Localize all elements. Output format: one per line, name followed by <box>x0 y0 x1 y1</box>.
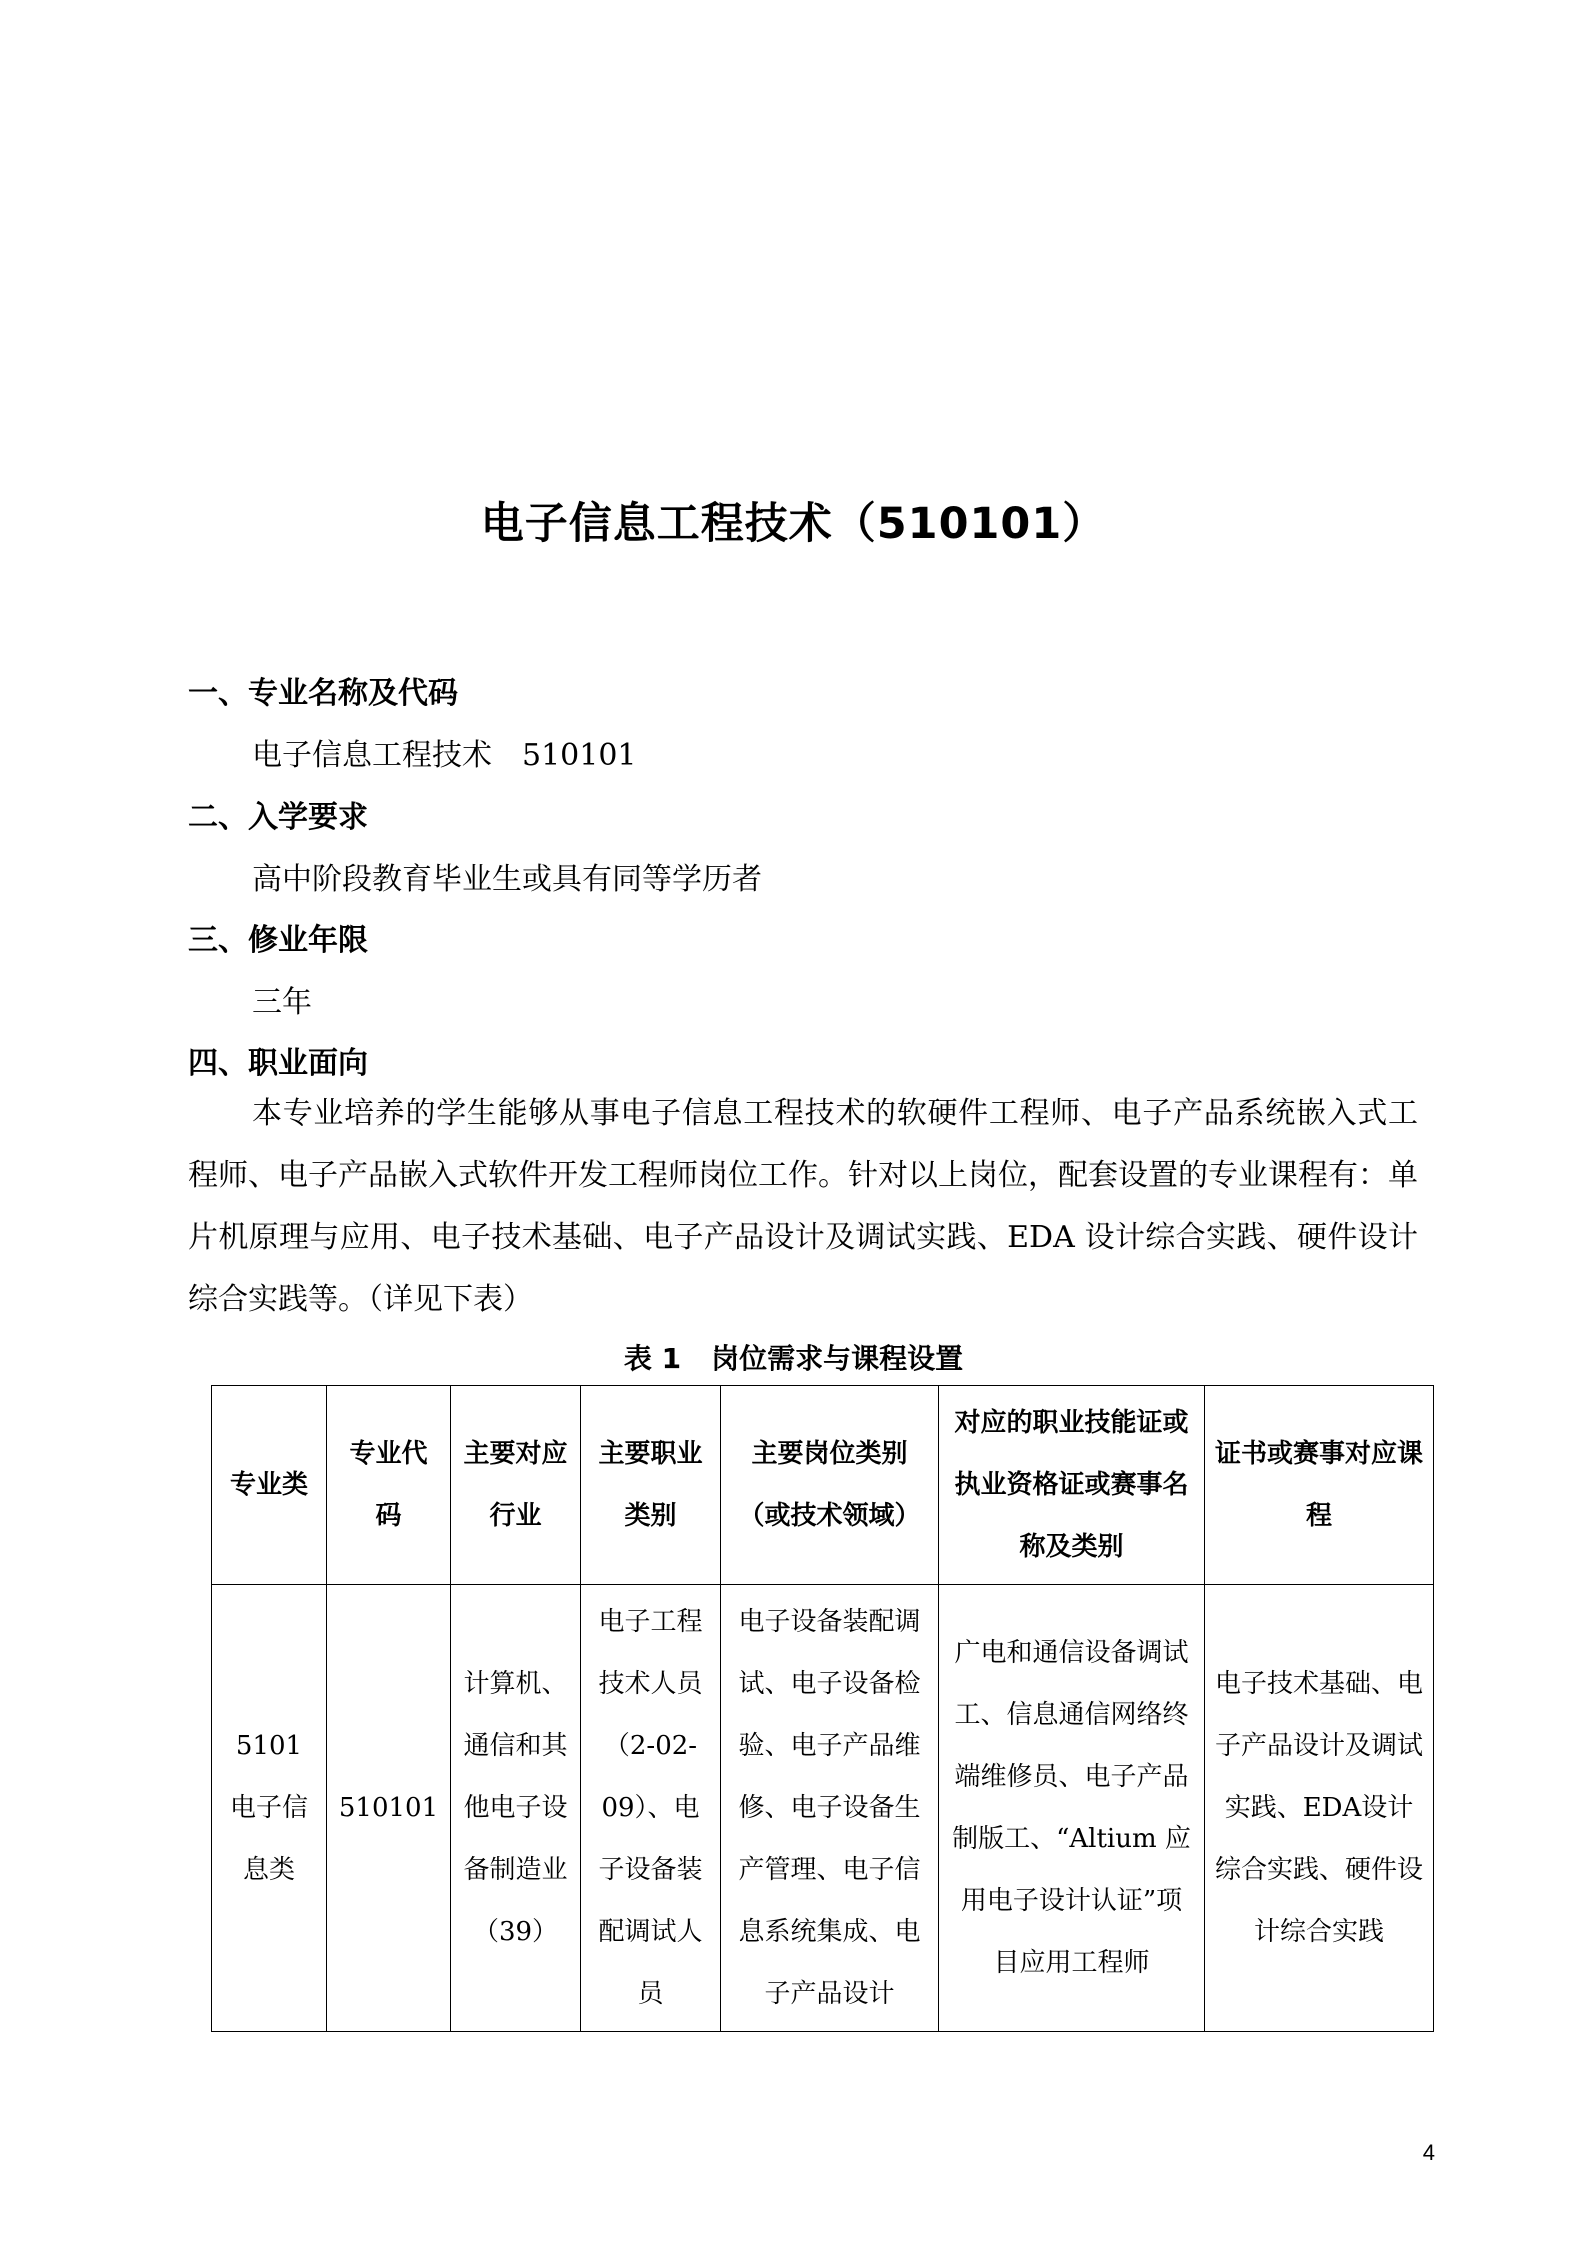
page-title: 电子信息工程技术（510101） <box>480 499 1107 549</box>
cell-industry: 计算机、通信和其他电子设备制造业（39） <box>451 1585 581 2032</box>
header-major-code: 专业代码 <box>327 1386 451 1585</box>
section-heading-career: 四、职业面向 <box>188 1046 368 1081</box>
cell-major-class: 5101 电子信息类 <box>212 1585 327 2032</box>
section-paragraph-career: 本专业培养的学生能够从事电子信息工程技术的软硬件工程师、电子产品系统嵌入式工程师、电子产品嵌入式软件开发工程师岗位工作。针对以上岗位，配套设置的专业课程有：单片机原理与应用、电子技术基础、电子产品设计及调试实践、EDA 设计综合实践、硬件设计综合实践等。（详见下表） <box>188 1096 1418 1317</box>
section-text-duration: 三年 <box>252 985 312 1020</box>
table-caption-title: 岗位需求与课程设置 <box>711 1342 964 1375</box>
cell-position: 电子设备装配调试、电子设备检验、电子产品维修、电子设备生产管理、电子信息系统集成、电子产品设计 <box>721 1585 939 2032</box>
table-caption <box>0 1337 1587 1377</box>
header-position: 主要岗位类别（或技术领域） <box>721 1386 939 1585</box>
header-industry: 主要对应行业 <box>451 1386 581 1585</box>
course-table <box>211 1385 1434 2032</box>
section-heading-admission: 二、入学要求 <box>188 800 368 835</box>
cell-courses: 电子技术基础、电子产品设计及调试实践、EDA设计综合实践、硬件设计综合实践 <box>1205 1585 1434 2032</box>
header-occupation: 主要职业类别 <box>581 1386 721 1585</box>
section-heading-duration: 三、修业年限 <box>188 923 368 958</box>
cell-certificate: 广电和通信设备调试工、信息通信网络终端维修员、电子产品制版工、“Altium 应用电子设计认证”项目应用工程师 <box>939 1585 1205 2032</box>
section-text-name-code: 电子信息工程技术 510101 <box>252 738 637 773</box>
header-certificate: 对应的职业技能证或执业资格证或赛事名称及类别 <box>939 1386 1205 1585</box>
table-row <box>212 1585 1434 2032</box>
cell-major-code: 510101 <box>327 1585 451 2032</box>
header-courses: 证书或赛事对应课程 <box>1205 1386 1434 1585</box>
section-text-admission: 高中阶段教育毕业生或具有同等学历者 <box>252 862 762 897</box>
table-header-row <box>212 1386 1434 1585</box>
section-heading-name-code: 一、专业名称及代码 <box>188 676 458 711</box>
page-number: 4 <box>1422 2140 1435 2165</box>
cell-occupation: 电子工程技术人员（2-02-09）、电子设备装配调试人员 <box>581 1585 721 2032</box>
header-major-class: 专业类 <box>212 1386 327 1585</box>
table-caption-number: 表 1 <box>623 1342 682 1375</box>
